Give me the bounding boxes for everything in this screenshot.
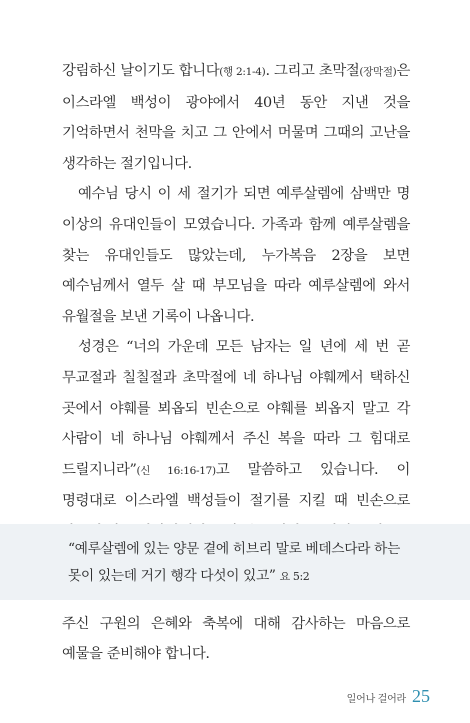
quote-reference: 요 5:2 <box>279 570 310 583</box>
scripture-quote-box <box>0 524 470 600</box>
scripture-quote <box>68 536 408 590</box>
paragraph-3-text-a: 성경은 “너의 가운데 모든 남자는 일 년에 세 번 곧 무교절과 칠칠절과 초막절에 네 하나님 야훼께서 택하신 곳에서 야훼를 뵈옵되 빈손으로 야훼를 뵈옵지 말고 각 사람이 네 하나님 야훼께서 주신 복을 따라 그 힘대로 드릴지니라” <box>62 339 410 478</box>
paragraph-3-text-b: 고 말씀하고 있습니다. 이 명령대로 이스라엘 백성들이 절기를 지킬 때 빈손으로 주신 구원의 은혜와 축복에 대해 감사하는 마음으로 예물을 준비해야 합니다. <box>62 461 410 663</box>
paragraph-1-text-a: 강림하신 날이기도 합니다 <box>62 63 220 79</box>
paragraph-1-text-b: . 그리고 초막절 <box>265 63 360 79</box>
page-number: 25 <box>412 686 430 706</box>
running-title: 일어나 걸어라 <box>346 694 406 705</box>
paragraph-2: 예수님 당시 이 세 절기가 되면 예루살렘에 삼백만 명 이상의 유대인들이 모였습니다. 가족과 함께 예루살렘을 찾는 유대인들도 많았는데, 누가복음 2장을 보면 예수님께서 열두 살 때 부모님을 따라 예루살렘에 와서 유월절을 보낸 기록이 나옵니다. <box>62 186 410 325</box>
paragraph-1 <box>62 56 410 179</box>
alternate-name: (장막절) <box>359 66 397 78</box>
page-footer <box>347 686 430 707</box>
paragraph-3 <box>62 332 410 670</box>
quote-text: “예루살렘에 있는 양문 곁에 히브리 말로 베데스다라 하는 못이 있는데 거기 행각 다섯이 있고” <box>68 541 400 584</box>
scripture-reference: (신 16:16-17) <box>136 464 216 477</box>
paragraph-1-text-c: 은 이스라엘 백성이 광야에서 40년 동안 지낸 것을 기억하면서 천막을 치고 그 안에서 머물며 그때의 고난을 생각하는 절기입니다. <box>62 63 410 172</box>
scripture-reference: (행 2:1-4) <box>219 66 266 78</box>
